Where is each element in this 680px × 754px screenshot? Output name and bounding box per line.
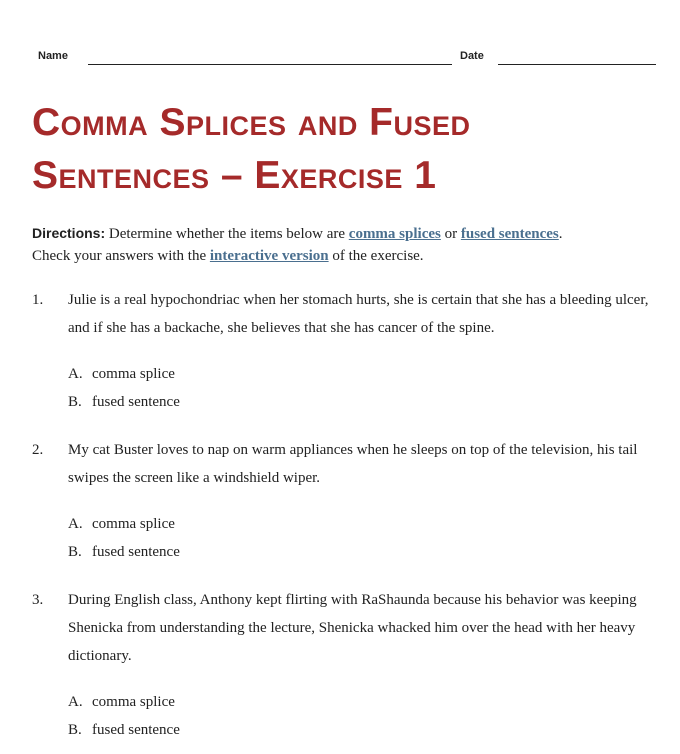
directions-text: of the exercise. <box>328 248 424 264</box>
page-title <box>32 96 672 202</box>
question-text: My cat Buster loves to nap on warm appliances when he sleeps on top of the television, his tail swipes the screen like a windshield wiper. <box>68 442 638 486</box>
option-letter: B. <box>68 394 82 410</box>
comma-splices-link[interactable]: comma splices <box>348 226 441 242</box>
question-number: 2. <box>32 442 44 458</box>
directions <box>32 222 662 267</box>
directions-label: Directions: <box>32 225 106 241</box>
answer-options <box>68 688 662 744</box>
option-fused-sentence[interactable] <box>68 388 662 416</box>
option-comma-splice[interactable] <box>68 688 662 716</box>
title-line-2: Sentences – Exercise 1 <box>32 154 437 197</box>
date-label: Date <box>460 50 484 62</box>
option-letter: A. <box>68 516 83 532</box>
question-text: During English class, Anthony kept flirting with RaShaunda because his behavior was keeping Shenicka from understanding the lecture, Shenicka whacked him over the head with her heavy dictionary. <box>68 592 637 664</box>
question-3 <box>32 586 662 744</box>
directions-text: . <box>558 226 563 242</box>
answer-options <box>68 360 662 416</box>
fused-sentences-link[interactable]: fused sentences <box>460 226 559 242</box>
name-label: Name <box>38 50 68 62</box>
option-letter: B. <box>68 722 82 738</box>
directions-text: or <box>440 226 461 242</box>
question-text: Julie is a real hypochondriac when her stomach hurts, she is certain that she has a bleeding ulcer, and if she has a backache, she believes that she has cancer of the spine. <box>68 292 649 336</box>
question-number: 3. <box>32 592 44 608</box>
option-label: fused sentence <box>92 544 180 560</box>
question-number: 1. <box>32 292 44 308</box>
option-label: comma splice <box>92 694 175 710</box>
date-field-line[interactable] <box>498 64 656 65</box>
question-1 <box>32 286 662 416</box>
interactive-version-link[interactable]: interactive version <box>209 248 329 264</box>
option-comma-splice[interactable] <box>68 510 662 538</box>
question-2 <box>32 436 662 566</box>
option-label: comma splice <box>92 516 175 532</box>
option-letter: A. <box>68 694 83 710</box>
option-letter: A. <box>68 366 83 382</box>
name-field-line[interactable] <box>88 64 452 65</box>
option-label: fused sentence <box>92 722 180 738</box>
answer-options <box>68 510 662 566</box>
option-fused-sentence[interactable] <box>68 538 662 566</box>
title-line-1: Comma Splices and Fused <box>32 101 471 144</box>
option-fused-sentence[interactable] <box>68 716 662 744</box>
option-label: comma splice <box>92 366 175 382</box>
directions-text: Check your answers with the <box>32 248 210 264</box>
option-letter: B. <box>68 544 82 560</box>
option-comma-splice[interactable] <box>68 360 662 388</box>
option-label: fused sentence <box>92 394 180 410</box>
directions-text: Determine whether the items below are <box>105 226 349 242</box>
